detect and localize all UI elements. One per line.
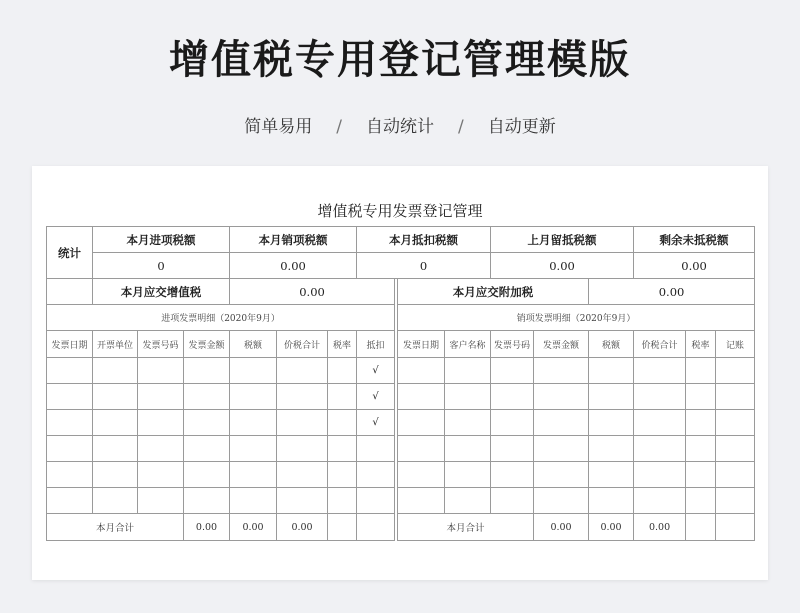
output-cell[interactable] (491, 358, 534, 384)
output-cell[interactable] (445, 462, 491, 488)
output-cell[interactable] (589, 384, 634, 410)
output-col-header: 发票日期 (398, 331, 445, 358)
vat-register-table (46, 226, 755, 541)
output-cell[interactable] (634, 488, 686, 514)
input-total-label: 本月合计 (47, 514, 184, 541)
output-cell[interactable] (589, 410, 634, 436)
input-cell[interactable] (138, 436, 184, 462)
table-row (47, 358, 755, 384)
input-cell[interactable] (277, 358, 328, 384)
output-cell[interactable] (445, 384, 491, 410)
feature-easy: 简单易用 (244, 117, 313, 137)
output-cell[interactable] (398, 462, 445, 488)
input-cell[interactable] (47, 462, 93, 488)
input-cell[interactable] (138, 488, 184, 514)
summary-header: 本月进项税额 (93, 227, 230, 253)
input-cell[interactable] (138, 462, 184, 488)
input-cell[interactable] (93, 488, 138, 514)
input-cell[interactable] (230, 462, 277, 488)
output-cell[interactable] (686, 410, 716, 436)
output-col-header: 价税合计 (634, 331, 686, 358)
input-cell[interactable] (93, 358, 138, 384)
output-cell[interactable] (534, 436, 589, 462)
input-total-amount: 0.00 (184, 514, 230, 541)
input-cell[interactable] (184, 462, 230, 488)
summary-value[interactable]: 0 (357, 253, 491, 279)
input-cell[interactable] (328, 488, 357, 514)
output-cell[interactable] (491, 462, 534, 488)
summary-label-filler (47, 279, 93, 305)
input-col-header: 发票号码 (138, 331, 184, 358)
output-cell[interactable] (534, 358, 589, 384)
total-row (47, 514, 755, 541)
output-cell[interactable] (491, 436, 534, 462)
input-cell[interactable] (47, 488, 93, 514)
input-cell[interactable] (230, 358, 277, 384)
input-total-deduct (357, 514, 395, 541)
output-cell[interactable] (589, 462, 634, 488)
input-col-header: 价税合计 (277, 331, 328, 358)
output-cell[interactable] (534, 384, 589, 410)
summary-header: 上月留抵税额 (491, 227, 634, 253)
output-cell[interactable] (491, 410, 534, 436)
input-cell[interactable] (277, 488, 328, 514)
feature-separator: / (336, 117, 342, 137)
input-cell[interactable] (277, 410, 328, 436)
output-cell[interactable] (534, 462, 589, 488)
output-cell[interactable] (589, 436, 634, 462)
output-cell[interactable] (534, 410, 589, 436)
input-cell[interactable] (138, 410, 184, 436)
input-cell[interactable] (230, 384, 277, 410)
output-cell[interactable] (398, 358, 445, 384)
output-cell[interactable] (534, 488, 589, 514)
output-col-header: 发票号码 (491, 331, 534, 358)
output-total-rate (686, 514, 716, 541)
input-col-header: 发票日期 (47, 331, 93, 358)
input-cell[interactable] (47, 358, 93, 384)
input-cell[interactable] (328, 436, 357, 462)
output-total-label: 本月合计 (398, 514, 534, 541)
input-cell[interactable] (93, 462, 138, 488)
tax-due-row (47, 279, 755, 305)
input-col-header: 开票单位 (93, 331, 138, 358)
table-row (47, 384, 755, 410)
page-title: 增值税专用登记管理模版 (169, 37, 631, 83)
feature-list (0, 112, 800, 137)
input-cell[interactable] (47, 384, 93, 410)
input-total-tax: 0.00 (230, 514, 277, 541)
vat-due-label: 本月应交增值税 (93, 279, 230, 305)
summary-header: 本月抵扣税额 (357, 227, 491, 253)
summary-value[interactable]: 0.00 (230, 253, 357, 279)
surcharge-due-label: 本月应交附加税 (398, 279, 589, 305)
table-row (47, 436, 755, 462)
output-cell[interactable] (445, 358, 491, 384)
output-col-header: 客户名称 (445, 331, 491, 358)
input-cell[interactable] (277, 384, 328, 410)
output-col-header: 税额 (589, 331, 634, 358)
output-cell[interactable] (686, 462, 716, 488)
summary-row-label: 统计 (47, 227, 93, 279)
input-cell[interactable] (277, 462, 328, 488)
section-title-row (47, 305, 755, 331)
input-cell[interactable] (184, 358, 230, 384)
output-cell[interactable] (686, 436, 716, 462)
input-cell[interactable] (328, 410, 357, 436)
output-cell[interactable] (634, 410, 686, 436)
input-cell[interactable] (277, 436, 328, 462)
input-cell[interactable] (328, 462, 357, 488)
input-cell[interactable] (328, 384, 357, 410)
input-cell[interactable] (184, 410, 230, 436)
output-total-sum: 0.00 (634, 514, 686, 541)
input-cell[interactable] (184, 436, 230, 462)
deduct-check-cell[interactable] (357, 436, 395, 462)
deduct-check-cell[interactable]: √ (357, 384, 395, 410)
input-cell[interactable] (93, 384, 138, 410)
summary-header: 本月销项税额 (230, 227, 357, 253)
input-cell[interactable] (184, 488, 230, 514)
output-cell[interactable] (398, 384, 445, 410)
output-cell[interactable] (716, 462, 755, 488)
vat-due-value[interactable]: 0.00 (230, 279, 395, 305)
input-section-title: 进项发票明细（2020年9月） (47, 305, 395, 331)
output-cell[interactable] (445, 410, 491, 436)
output-cell[interactable] (634, 436, 686, 462)
output-cell[interactable] (634, 358, 686, 384)
input-cell[interactable] (93, 436, 138, 462)
output-cell[interactable] (634, 462, 686, 488)
input-cell[interactable] (138, 384, 184, 410)
input-cell[interactable] (47, 436, 93, 462)
deduct-check-cell[interactable]: √ (357, 358, 395, 384)
output-cell[interactable] (716, 384, 755, 410)
input-total-sum: 0.00 (277, 514, 328, 541)
spreadsheet-preview (32, 166, 768, 580)
output-col-header: 税率 (686, 331, 716, 358)
feature-auto-stat: 自动统计 (366, 117, 434, 137)
output-section-title: 销项发票明细（2020年9月） (398, 305, 755, 331)
summary-value[interactable]: 0.00 (491, 253, 634, 279)
output-cell[interactable] (589, 488, 634, 514)
summary-header-row (47, 227, 755, 253)
input-cell[interactable] (230, 488, 277, 514)
input-cell[interactable] (230, 410, 277, 436)
input-col-header: 抵扣 (357, 331, 395, 358)
output-cell[interactable] (686, 358, 716, 384)
feature-auto-update: 自动更新 (487, 117, 556, 137)
output-cell[interactable] (445, 436, 491, 462)
output-col-header: 记账 (716, 331, 755, 358)
output-cell[interactable] (589, 358, 634, 384)
output-cell[interactable] (491, 488, 534, 514)
input-cell[interactable] (230, 436, 277, 462)
input-cell[interactable] (138, 358, 184, 384)
output-total-book (716, 514, 755, 541)
output-total-tax: 0.00 (589, 514, 634, 541)
summary-value-row (47, 253, 755, 279)
output-cell[interactable] (634, 384, 686, 410)
output-cell[interactable] (716, 358, 755, 384)
surcharge-due-value[interactable]: 0.00 (589, 279, 755, 305)
deduct-check-cell[interactable] (357, 488, 395, 514)
input-cell[interactable] (184, 384, 230, 410)
table-row (47, 488, 755, 514)
table-row (47, 462, 755, 488)
input-total-rate (328, 514, 357, 541)
table-row (47, 410, 755, 436)
output-cell[interactable] (398, 436, 445, 462)
output-cell[interactable] (686, 488, 716, 514)
summary-header: 剩余未抵税额 (634, 227, 755, 253)
deduct-check-cell[interactable]: √ (357, 410, 395, 436)
output-cell[interactable] (398, 488, 445, 514)
output-cell[interactable] (398, 410, 445, 436)
summary-value[interactable]: 0 (93, 253, 230, 279)
column-header-row (47, 331, 755, 358)
output-cell[interactable] (716, 488, 755, 514)
output-cell[interactable] (716, 436, 755, 462)
deduct-check-cell[interactable] (357, 462, 395, 488)
input-col-header: 税率 (328, 331, 357, 358)
output-cell[interactable] (491, 384, 534, 410)
input-cell[interactable] (93, 410, 138, 436)
output-total-amount: 0.00 (534, 514, 589, 541)
sheet-title: 增值税专用发票登记管理 (317, 202, 483, 220)
feature-separator: / (458, 117, 464, 137)
input-cell[interactable] (47, 410, 93, 436)
input-col-header: 税额 (230, 331, 277, 358)
input-col-header: 发票金额 (184, 331, 230, 358)
input-cell[interactable] (328, 358, 357, 384)
output-cell[interactable] (445, 488, 491, 514)
output-cell[interactable] (686, 384, 716, 410)
output-cell[interactable] (716, 410, 755, 436)
output-col-header: 发票金额 (534, 331, 589, 358)
summary-value[interactable]: 0.00 (634, 253, 755, 279)
